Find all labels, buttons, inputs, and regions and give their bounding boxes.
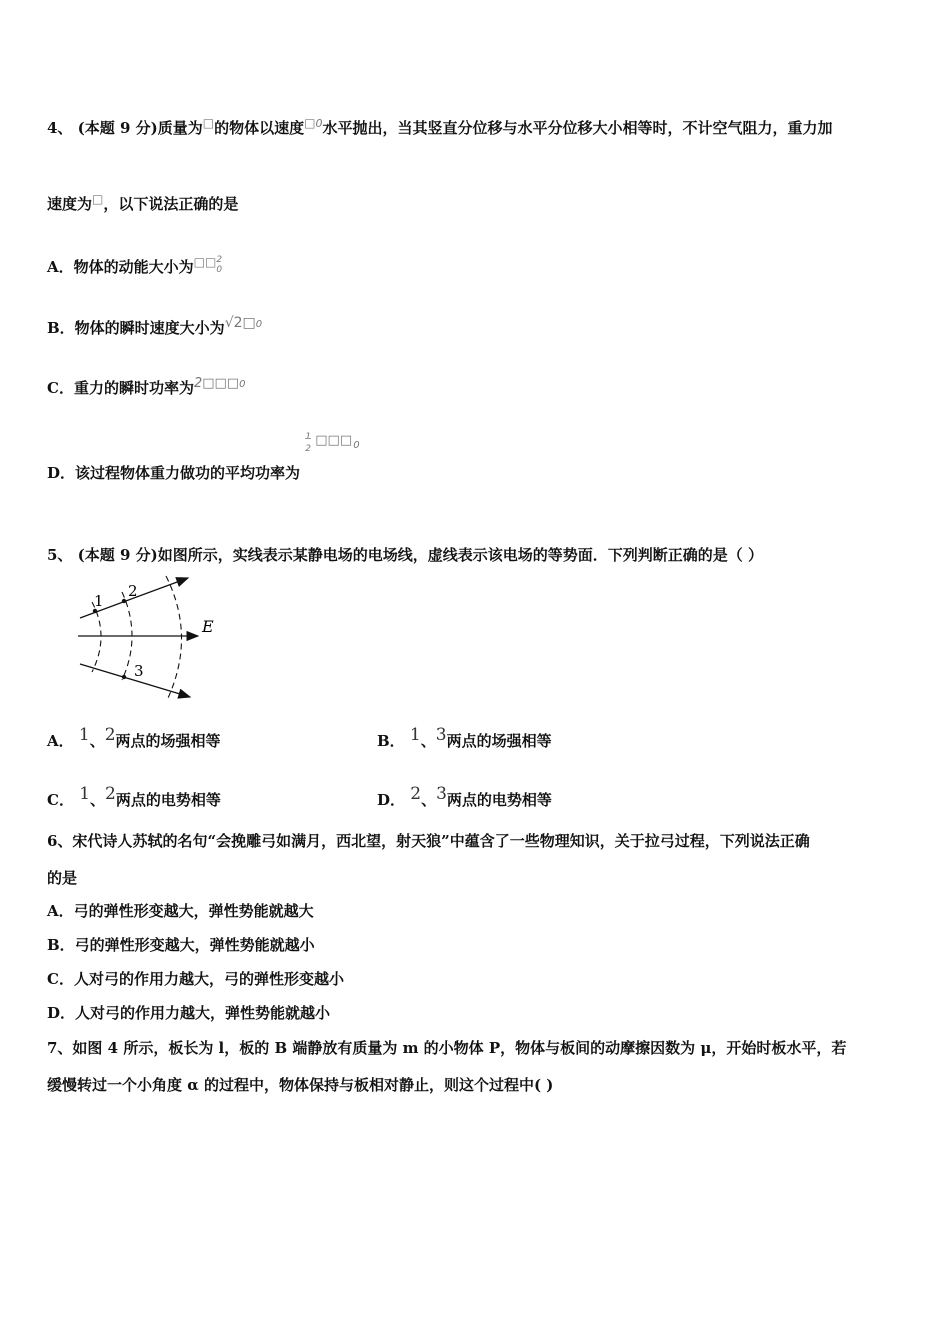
q4-option-b-label: B．物体的瞬时速度大小为 — [47, 319, 225, 337]
q6-option-c[interactable]: C．人对弓的作用力越大，弓的弹性形变越小 — [47, 970, 344, 988]
q6-option-a[interactable]: A．弓的弹性形变越大，弹性势能就越大 — [47, 902, 314, 920]
q5-option-c-sep: 、 — [90, 791, 106, 809]
q5-option-b-point1: 1 — [409, 725, 421, 745]
q5-option-a-point1: 1 — [78, 725, 90, 745]
velocity-symbol-placeholder: □ — [304, 116, 316, 130]
q4-option-a-formula: □□ — [193, 255, 217, 269]
q4-option-b-sub: 0 — [255, 319, 263, 330]
q4-stem-part-e: ，以下说法正确的是 — [103, 195, 239, 213]
point-1-label: 1 — [94, 592, 104, 610]
q4-option-b-formula: √2□ — [224, 315, 256, 331]
q5-option-b-letter: B． — [377, 732, 405, 750]
q4-option-a-label: A．物体的动能大小为 — [47, 258, 194, 276]
q5-option-a-sep: 、 — [89, 732, 105, 750]
q5-option-d-text: 两点的电势相等 — [446, 791, 552, 809]
q5-option-b-point2: 3 — [435, 725, 447, 745]
q4-option-c[interactable] — [47, 374, 245, 398]
field-label-e: E — [202, 617, 214, 636]
q4-option-c-formula: 2□□□ — [193, 376, 240, 391]
q6-option-b[interactable]: B．弓的弹性形变越大，弹性势能就越小 — [47, 936, 315, 954]
q7-stem-line1: 7、如图 4 所示，板长为 l，板的 B 端静放有质量为 m 的小物体 P，物体与板间的动摩擦因数为 μ，开始时板水平，若 — [47, 1039, 847, 1057]
q4-stem-part-b: 的物体以速度 — [214, 119, 305, 137]
equipotential-3 — [166, 576, 182, 698]
q4-stem-line2 — [47, 189, 238, 214]
q5-option-c-text: 两点的电势相等 — [115, 791, 221, 809]
q7-stem-line2: 缓慢转过一个小角度 α 的过程中，物体保持与板相对静止，则这个过程中( ) — [47, 1076, 554, 1094]
q4-option-c-sub: 0 — [239, 379, 246, 390]
q4-option-d-sub: 0 — [353, 440, 360, 451]
point-2-dot — [122, 599, 126, 603]
q5-option-a-letter: A． — [47, 732, 74, 750]
q5-option-b[interactable] — [377, 725, 552, 751]
q5-option-c-letter: C． — [47, 791, 74, 809]
q4-option-d[interactable] — [47, 432, 375, 483]
electric-field-diagram — [70, 570, 230, 705]
q6-stem-line2: 的是 — [47, 869, 78, 887]
q4-stem-part-c: 水平抛出，当其竖直分位移与水平分位移大小相等时，不计空气阻力，重力加 — [322, 119, 833, 137]
q5-option-d-letter: D． — [377, 791, 406, 809]
q5-stem: 5、 (本题 9 分)如图所示，实线表示某静电场的电场线，虚线表示该电场的等势面．下列判断正确的是（ ） — [47, 546, 763, 564]
q4-option-d-denominator: 2 — [305, 444, 311, 454]
q4-option-c-label: C．重力的瞬时功率为 — [47, 379, 194, 397]
q5-option-d[interactable] — [377, 784, 552, 810]
q5-option-a-point2: 2 — [104, 725, 116, 745]
mass-symbol-placeholder: □ — [202, 116, 215, 130]
q5-option-d-point2: 3 — [436, 784, 447, 804]
q4-option-d-label: D．该过程物体重力做功的平均功率为 — [47, 464, 301, 482]
q5-option-c-point2: 2 — [105, 784, 116, 804]
q5-option-b-text: 两点的场强相等 — [446, 732, 552, 750]
q6-option-d[interactable]: D．人对弓的作用力越大，弹性势能就越小 — [47, 1004, 331, 1022]
q5-option-a-text: 两点的场强相等 — [115, 732, 221, 750]
q4-option-d-formula: □□□ — [315, 433, 353, 448]
q5-option-d-point1: 2 — [410, 784, 422, 804]
point-3-label: 3 — [134, 662, 144, 680]
point-3-dot — [122, 675, 126, 679]
q4-option-a[interactable] — [47, 252, 224, 277]
q4-stem-line1 — [47, 113, 832, 138]
q5-option-c-point1: 1 — [79, 784, 91, 804]
q5-option-d-sep: 、 — [421, 791, 437, 809]
q4-stem-part-d: 速度为 — [47, 195, 93, 213]
velocity-subscript: 0 — [315, 117, 323, 130]
q5-option-c[interactable] — [47, 784, 221, 810]
q4-option-d-numerator: 1 — [305, 432, 311, 442]
q4-stem-part-a: 4、 (本题 9 分)质量为 — [47, 119, 203, 137]
q4-option-a-sub: 0 — [216, 265, 223, 275]
q4-option-b[interactable] — [47, 313, 262, 338]
q5-option-b-sep: 、 — [420, 732, 436, 750]
gravity-symbol-placeholder: □ — [92, 192, 104, 206]
q6-stem-line1: 6、宋代诗人苏轼的名句“会挽雕弓如满月，西北望，射天狼”中蕴含了一些物理知识，关于拉弓过程，下列说法正确 — [47, 832, 810, 850]
q4-option-a-sup: 2 — [216, 255, 223, 265]
q5-option-a[interactable] — [47, 725, 221, 751]
point-2-label: 2 — [128, 582, 138, 600]
